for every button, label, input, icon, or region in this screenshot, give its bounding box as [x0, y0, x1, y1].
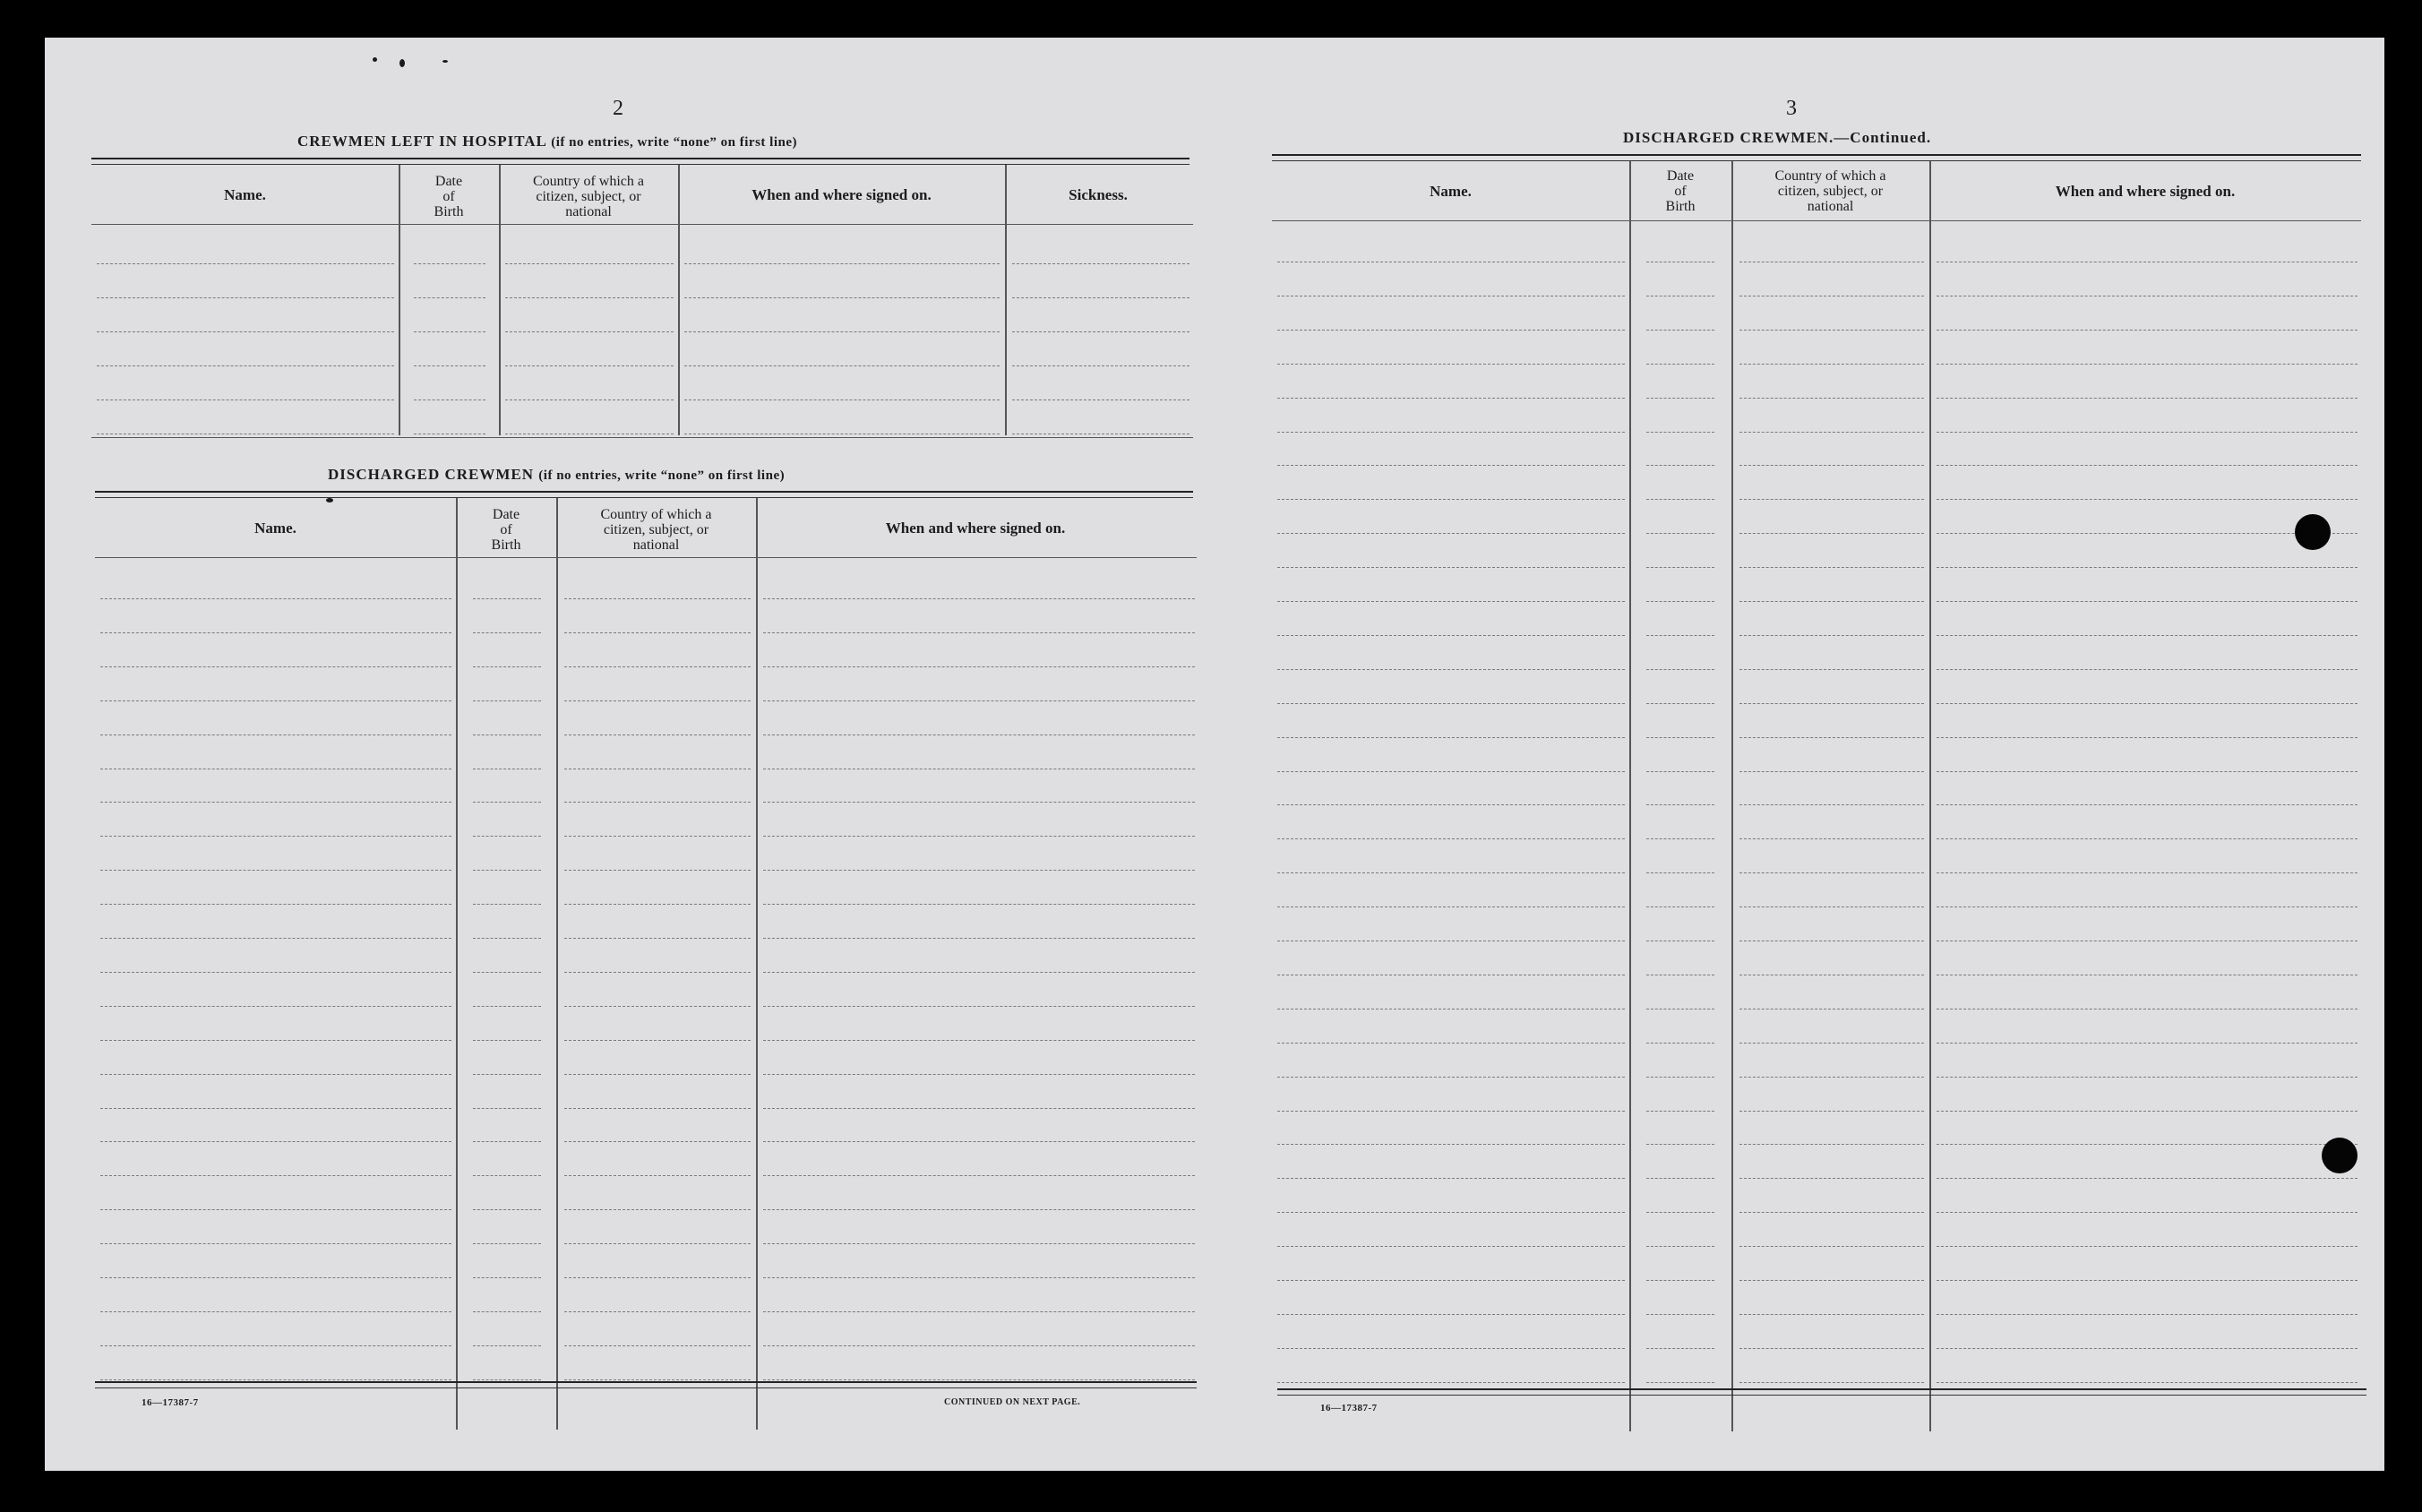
entry-line	[1277, 1212, 1625, 1213]
discharged-top-rule	[95, 491, 1193, 498]
discharged-col-name: Name.	[254, 520, 296, 537]
entry-line	[473, 1040, 541, 1041]
entry-line	[1012, 263, 1190, 264]
discharged-continued-title: DISCHARGED CREWMEN.—Continued.	[1623, 129, 1932, 146]
entry-line	[1739, 601, 1924, 602]
entry-line	[1937, 838, 2358, 839]
entry-line	[1937, 364, 2358, 365]
entry-line	[505, 297, 674, 298]
entry-line	[1646, 1280, 1714, 1281]
entry-line	[1646, 1144, 1714, 1145]
entry-line	[473, 1345, 541, 1346]
entry-line	[1646, 906, 1714, 907]
entry-line	[1277, 398, 1625, 399]
hospital-col-divider	[678, 165, 680, 435]
entry-line	[97, 263, 394, 264]
entry-line	[1646, 567, 1714, 568]
entry-line	[763, 1311, 1195, 1312]
entry-line	[473, 1209, 541, 1210]
discharged-col-divider	[456, 498, 458, 1430]
continued-col-divider	[1929, 161, 1931, 1431]
entry-line	[1937, 1280, 2358, 1281]
entry-line	[1277, 364, 1625, 365]
entry-line	[1739, 906, 1924, 907]
hospital-top-rule	[91, 158, 1190, 165]
binder-hole	[2295, 514, 2331, 550]
entry-line	[1937, 398, 2358, 399]
entry-line	[1739, 1246, 1924, 1247]
discharged-col-divider	[756, 498, 758, 1430]
entry-line	[100, 1074, 451, 1075]
hospital-col-signed: When and where signed on.	[752, 186, 932, 203]
page-number-left: 2	[613, 97, 623, 120]
entry-line	[1277, 1382, 1625, 1383]
entry-line	[564, 870, 751, 871]
entry-line	[1277, 1280, 1625, 1281]
entry-line	[473, 1175, 541, 1176]
entry-line	[763, 1379, 1195, 1380]
entry-line	[1739, 465, 1924, 466]
continued-col-divider	[1629, 161, 1631, 1431]
entry-line	[564, 1311, 751, 1312]
entry-line	[763, 1243, 1195, 1244]
entry-line	[1739, 364, 1924, 365]
entry-line	[97, 365, 394, 366]
entry-line	[763, 1006, 1195, 1007]
entry-line	[1277, 1111, 1625, 1112]
entry-line	[1012, 365, 1190, 366]
entry-line	[100, 972, 451, 973]
entry-line	[1012, 331, 1190, 332]
form-sheet	[45, 38, 2384, 1471]
entry-line	[564, 1074, 751, 1075]
entry-line	[97, 297, 394, 298]
discharged-col-signed: When and where signed on.	[885, 520, 1066, 537]
entry-line	[1277, 737, 1625, 738]
entry-line	[473, 1108, 541, 1109]
entry-line	[1937, 1111, 2358, 1112]
entry-line	[505, 331, 674, 332]
entry-line	[1937, 1348, 2358, 1349]
entry-line	[1739, 1043, 1924, 1044]
entry-line	[564, 1006, 751, 1007]
entry-line	[1739, 567, 1924, 568]
entry-line	[684, 331, 1000, 332]
entry-line	[1646, 1212, 1714, 1213]
entry-line	[1277, 635, 1625, 636]
entry-line	[1646, 1077, 1714, 1078]
continued-header-rule	[1272, 220, 2361, 221]
continued-bottom-rule	[1277, 1388, 2366, 1396]
entry-line	[763, 904, 1195, 905]
entry-line	[1739, 1077, 1924, 1078]
entry-line	[1277, 804, 1625, 805]
entry-line	[100, 1277, 451, 1278]
continued-col-country: Country of which a citizen, subject, or national	[1774, 168, 1886, 214]
entry-line	[473, 802, 541, 803]
binder-hole	[2322, 1138, 2358, 1173]
entry-line	[564, 1345, 751, 1346]
entry-line	[763, 700, 1195, 701]
entry-line	[414, 297, 485, 298]
entry-line	[1646, 771, 1714, 772]
entry-line	[97, 331, 394, 332]
entry-line	[1739, 533, 1924, 534]
entry-line	[473, 836, 541, 837]
entry-line	[564, 598, 751, 599]
entry-line	[1646, 533, 1714, 534]
entry-line	[1646, 465, 1714, 466]
continued-col-name: Name.	[1430, 183, 1472, 200]
entry-line	[100, 802, 451, 803]
entry-line	[473, 1311, 541, 1312]
ink-speck	[373, 57, 377, 62]
entry-line	[414, 331, 485, 332]
entry-line	[1646, 432, 1714, 433]
entry-line	[473, 1379, 541, 1380]
hospital-header-rule	[91, 224, 1193, 225]
entry-line	[473, 904, 541, 905]
entry-line	[1937, 1178, 2358, 1179]
entry-line	[100, 836, 451, 837]
entry-line	[1937, 1212, 2358, 1213]
entry-line	[1277, 533, 1625, 534]
entry-line	[473, 632, 541, 633]
entry-line	[1937, 737, 2358, 738]
entry-line	[1012, 297, 1190, 298]
entry-line	[1277, 1144, 1625, 1145]
entry-line	[564, 836, 751, 837]
entry-line	[564, 666, 751, 667]
entry-line	[473, 1006, 541, 1007]
entry-line	[1739, 1280, 1924, 1281]
hospital-bottom-rule	[91, 437, 1193, 438]
entry-line	[763, 1108, 1195, 1109]
entry-line	[564, 904, 751, 905]
entry-line	[564, 1141, 751, 1142]
discharged-title-note: (if no entries, write “none” on first line)	[538, 468, 786, 483]
entry-line	[564, 1379, 751, 1380]
entry-line	[1739, 703, 1924, 704]
entry-line	[473, 972, 541, 973]
discharged-section-title	[328, 466, 785, 484]
entry-line	[763, 1209, 1195, 1210]
ink-speck	[326, 498, 333, 503]
entry-line	[1646, 1314, 1714, 1315]
entry-line	[1739, 499, 1924, 500]
entry-line	[1646, 1246, 1714, 1247]
entry-line	[1277, 669, 1625, 670]
entry-line	[1646, 1178, 1714, 1179]
entry-line	[763, 598, 1195, 599]
hospital-col-name: Name.	[224, 186, 266, 203]
page-number-right: 3	[1786, 97, 1797, 120]
entry-line	[1937, 1144, 2358, 1145]
entry-line	[1277, 330, 1625, 331]
entry-line	[564, 938, 751, 939]
entry-line	[1646, 1348, 1714, 1349]
entry-line	[1277, 771, 1625, 772]
entry-line	[1277, 703, 1625, 704]
entry-line	[100, 1379, 451, 1380]
entry-line	[1739, 432, 1924, 433]
entry-line	[473, 1141, 541, 1142]
entry-line	[1277, 601, 1625, 602]
entry-line	[1277, 499, 1625, 500]
entry-line	[763, 1277, 1195, 1278]
continued-note: CONTINUED ON NEXT PAGE.	[944, 1397, 1081, 1407]
entry-line	[414, 263, 485, 264]
entry-line	[100, 666, 451, 667]
entry-line	[473, 1277, 541, 1278]
entry-line	[1646, 601, 1714, 602]
entry-line	[684, 399, 1000, 400]
entry-line	[473, 1074, 541, 1075]
entry-line	[763, 632, 1195, 633]
entry-line	[1646, 669, 1714, 670]
entry-line	[1646, 703, 1714, 704]
entry-line	[1739, 804, 1924, 805]
hospital-section-title	[297, 133, 797, 150]
entry-line	[1646, 838, 1714, 839]
entry-line	[100, 1040, 451, 1041]
entry-line	[1646, 499, 1714, 500]
entry-line	[1739, 1111, 1924, 1112]
entry-line	[564, 1108, 751, 1109]
entry-line	[564, 1277, 751, 1278]
entry-line	[1739, 872, 1924, 873]
entry-line	[1937, 432, 2358, 433]
entry-line	[564, 1175, 751, 1176]
continued-col-dob: Date of Birth	[1665, 168, 1696, 214]
entry-line	[100, 1209, 451, 1210]
hospital-col-dob: Date of Birth	[434, 174, 464, 219]
entry-line	[1937, 465, 2358, 466]
entry-line	[505, 365, 674, 366]
entry-line	[1012, 399, 1190, 400]
entry-line	[100, 632, 451, 633]
hospital-col-sickness: Sickness.	[1069, 186, 1128, 203]
entry-line	[1937, 1043, 2358, 1044]
entry-line	[1937, 567, 2358, 568]
entry-line	[473, 1243, 541, 1244]
entry-line	[1646, 1043, 1714, 1044]
entry-line	[473, 700, 541, 701]
entry-line	[1739, 398, 1924, 399]
entry-line	[1937, 601, 2358, 602]
entry-line	[564, 972, 751, 973]
continued-col-signed: When and where signed on.	[2055, 183, 2236, 200]
entry-line	[1937, 330, 2358, 331]
entry-line	[1277, 1178, 1625, 1179]
form-number-right: 16—17387-7	[1320, 1403, 1378, 1413]
entry-line	[1277, 567, 1625, 568]
entry-line	[763, 1040, 1195, 1041]
entry-line	[414, 365, 485, 366]
entry-line	[763, 1074, 1195, 1075]
entry-line	[100, 1141, 451, 1142]
entry-line	[1277, 1077, 1625, 1078]
entry-line	[1739, 1314, 1924, 1315]
entry-line	[1937, 906, 2358, 907]
ink-speck	[399, 59, 405, 67]
entry-line	[1646, 330, 1714, 331]
entry-line	[1739, 1212, 1924, 1213]
entry-line	[1646, 804, 1714, 805]
entry-line	[100, 1006, 451, 1007]
entry-line	[1277, 838, 1625, 839]
entry-line	[1937, 1382, 2358, 1383]
entry-line	[100, 1243, 451, 1244]
hospital-col-country: Country of which a citizen, subject, or national	[533, 174, 644, 219]
entry-line	[1937, 499, 2358, 500]
entry-line	[564, 802, 751, 803]
entry-line	[1739, 669, 1924, 670]
form-number-left: 16—17387-7	[142, 1397, 199, 1408]
entry-line	[763, 836, 1195, 837]
entry-line	[1937, 635, 2358, 636]
entry-line	[1937, 1314, 2358, 1315]
continued-top-rule	[1272, 154, 2361, 161]
entry-line	[505, 399, 674, 400]
entry-line	[1646, 1111, 1714, 1112]
entry-line	[473, 870, 541, 871]
entry-line	[1739, 1178, 1924, 1179]
entry-line	[1937, 669, 2358, 670]
entry-line	[1937, 1246, 2358, 1247]
entry-line	[763, 1175, 1195, 1176]
entry-line	[684, 297, 1000, 298]
entry-line	[100, 904, 451, 905]
entry-line	[763, 972, 1195, 973]
entry-line	[100, 1175, 451, 1176]
entry-line	[763, 1345, 1195, 1346]
entry-line	[505, 263, 674, 264]
entry-line	[100, 1311, 451, 1312]
ink-speck	[442, 60, 448, 63]
discharged-col-divider	[556, 498, 558, 1430]
entry-line	[564, 632, 751, 633]
entry-line	[1739, 1382, 1924, 1383]
entry-line	[684, 365, 1000, 366]
entry-line	[1739, 737, 1924, 738]
entry-line	[1937, 771, 2358, 772]
entry-line	[1739, 330, 1924, 331]
entry-line	[564, 1243, 751, 1244]
entry-line	[763, 938, 1195, 939]
entry-line	[1739, 635, 1924, 636]
entry-line	[1277, 872, 1625, 873]
entry-line	[763, 802, 1195, 803]
entry-line	[1277, 1348, 1625, 1349]
entry-line	[1646, 737, 1714, 738]
entry-line	[100, 870, 451, 871]
discharged-col-country: Country of which a citizen, subject, or national	[600, 507, 712, 553]
entry-line	[1937, 872, 2358, 873]
entry-line	[1277, 465, 1625, 466]
entry-line	[1646, 1382, 1714, 1383]
entry-line	[414, 399, 485, 400]
entry-line	[1937, 1077, 2358, 1078]
entry-line	[1937, 703, 2358, 704]
entry-line	[100, 1345, 451, 1346]
entry-line	[1739, 1144, 1924, 1145]
entry-line	[1277, 432, 1625, 433]
entry-line	[1739, 838, 1924, 839]
entry-line	[473, 666, 541, 667]
entry-line	[1646, 398, 1714, 399]
entry-line	[564, 1040, 751, 1041]
entry-line	[100, 938, 451, 939]
hospital-title-note: (if no entries, write “none” on first line)	[551, 135, 797, 150]
entry-line	[473, 598, 541, 599]
entry-line	[1739, 1348, 1924, 1349]
hospital-title-text: CREWMEN LEFT IN HOSPITAL	[297, 133, 546, 150]
hospital-col-divider	[1005, 165, 1007, 435]
entry-line	[1646, 635, 1714, 636]
discharged-header-rule	[95, 557, 1197, 558]
entry-line	[1277, 1043, 1625, 1044]
entry-line	[684, 263, 1000, 264]
entry-line	[97, 399, 394, 400]
entry-line	[473, 938, 541, 939]
entry-line	[763, 666, 1195, 667]
entry-line	[564, 700, 751, 701]
entry-line	[564, 1209, 751, 1210]
continued-col-divider	[1731, 161, 1733, 1431]
discharged-title-text: DISCHARGED CREWMEN	[328, 466, 535, 483]
entry-line	[763, 1141, 1195, 1142]
entry-line	[1277, 906, 1625, 907]
entry-line	[100, 1108, 451, 1109]
discharged-col-dob: Date of Birth	[491, 507, 521, 553]
entry-line	[1739, 771, 1924, 772]
entry-line	[1646, 364, 1714, 365]
entry-line	[1277, 1314, 1625, 1315]
entry-line	[1937, 804, 2358, 805]
entry-line	[100, 598, 451, 599]
discharged-bottom-rule	[95, 1381, 1197, 1388]
entry-line	[763, 870, 1195, 871]
entry-line	[100, 700, 451, 701]
entry-line	[1646, 872, 1714, 873]
entry-line	[1277, 1246, 1625, 1247]
